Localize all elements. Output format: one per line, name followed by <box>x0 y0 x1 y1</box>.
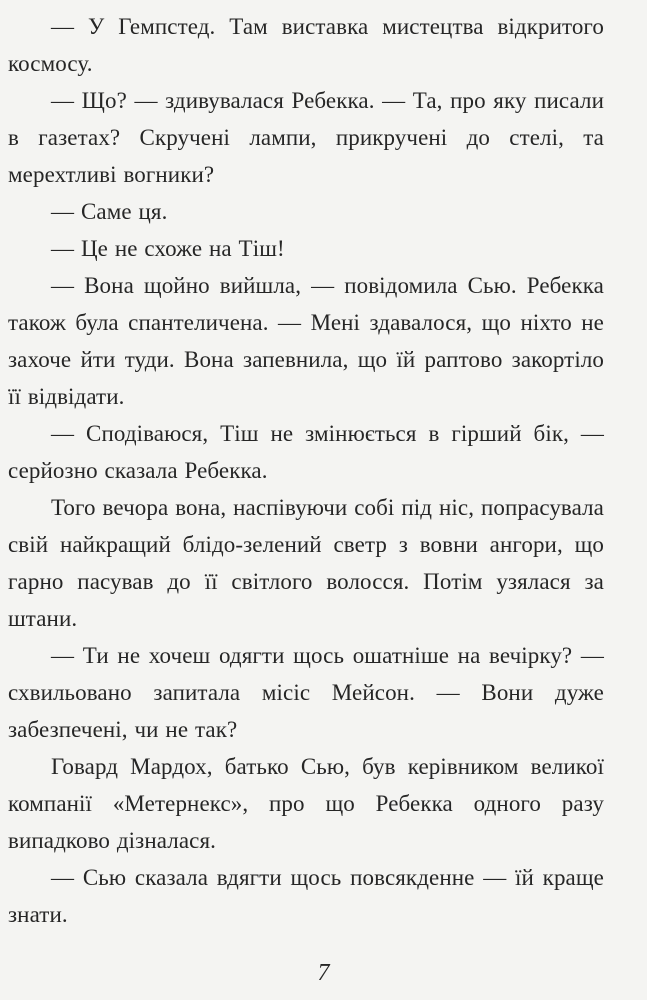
body-text <box>8 8 604 933</box>
paragraph: — У Гемпстед. Там виставка мистецтва відкритого космосу. <box>8 14 604 76</box>
paragraph: Говард Мардох, батько Сью, був керівником великої компанії «Метернекс», про що Ребекка одного разу випадково дізналася. <box>8 754 604 853</box>
book-page <box>8 8 604 992</box>
paragraph: — Ти не хочеш одягти щось ошатніше на вечірку? — схвильовано запитала місіс Мейсон. — Вони дуже забезпечені, чи не так? <box>8 643 604 742</box>
paragraph: — Саме ця. <box>51 199 168 224</box>
paragraph: — Сью сказала вдягти щось повсякденне — їй краще знати. <box>8 865 604 927</box>
paragraph: Того вечора вона, наспівуючи собі під ніс, попрасувала свій найкращий блідо-зелений светр з вовни ангори, що гарно пасував до її світлого волосся. Потім узялася за штани. <box>8 495 604 631</box>
paragraph: — Це не схоже на Тіш! <box>51 236 285 261</box>
page-number: 7 <box>317 960 330 986</box>
paragraph: — Вона щойно вийшла, — повідомила Сью. Ребекка також була спантеличена. — Мені здавалося, що ніхто не захоче йти туди. Вона запевнила, що їй раптово закортіло її відвідати. <box>8 273 604 409</box>
paragraph: — Що? — здивувалася Ребекка. — Та, про яку писали в газетах? Скручені лампи, прикручені до стелі, та мерехтливі вогники? <box>8 88 604 187</box>
paragraph: — Сподіваюся, Тіш не змінюється в гірший бік, — серйозно сказала Ребекка. <box>8 421 604 483</box>
